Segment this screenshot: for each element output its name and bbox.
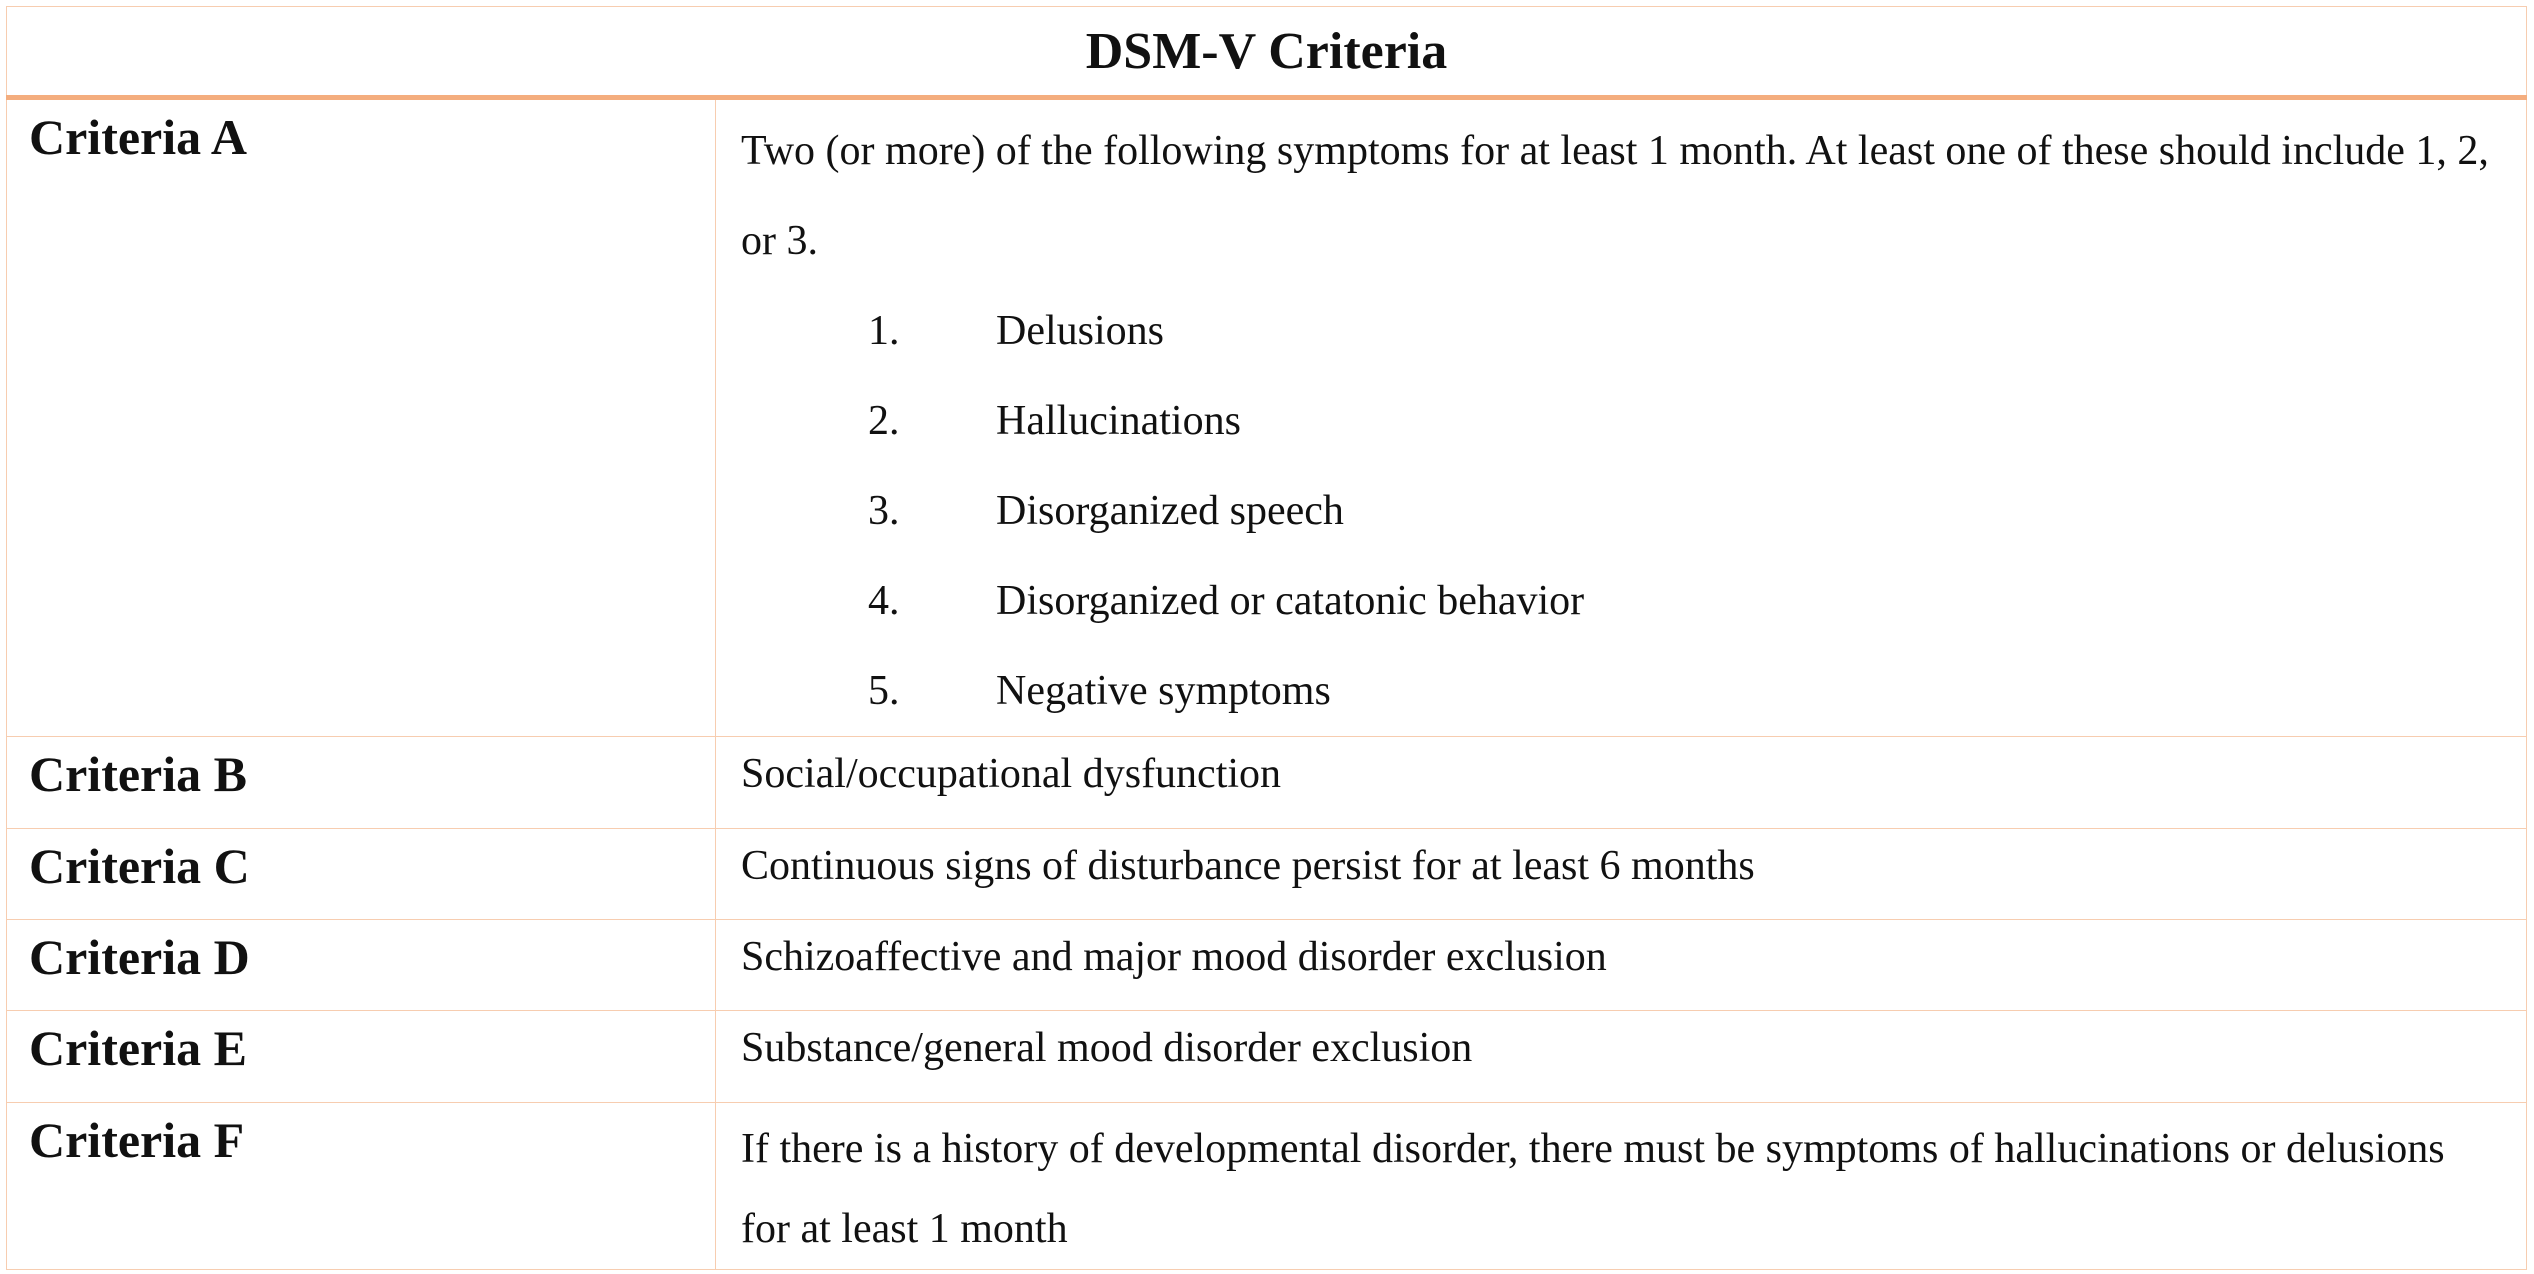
table-row [7,920,2527,1011]
table-row [7,737,2527,829]
table-row [7,1011,2527,1103]
list-item [741,646,2502,736]
list-item [741,556,2502,646]
criteria-label: Criteria F [7,1103,716,1270]
dsm-criteria-table [6,6,2527,1270]
criteria-description: Social/occupational dysfunction [716,737,2527,829]
list-item-text: Hallucinations [996,398,1241,444]
list-item-text: Delusions [996,308,1164,354]
list-item-text: Disorganized or catatonic behavior [996,578,1585,624]
criteria-description [716,98,2527,737]
table-row [7,829,2527,920]
list-item-number: 4. [868,578,900,624]
list-item [741,376,2502,466]
list-item-number: 2. [868,398,900,444]
criteria-label: Criteria A [7,98,716,737]
criteria-a-text: Two (or more) of the following symptoms for at least 1 month. At least one of these should include 1, 2, or 3. [741,128,2489,264]
list-item-text: Negative symptoms [996,668,1331,714]
criteria-description: Substance/general mood disorder exclusion [716,1011,2527,1103]
criteria-label: Criteria E [7,1011,716,1103]
list-item-number: 3. [868,488,900,534]
table-header-row [7,7,2527,98]
table-row [7,98,2527,737]
symptom-list [741,286,2502,736]
list-item [741,286,2502,376]
criteria-description: Continuous signs of disturbance persist for at least 6 months [716,829,2527,920]
table-row [7,1103,2527,1270]
criteria-description: If there is a history of developmental disorder, there must be symptoms of hallucinations or delusions for at least 1 month [716,1103,2527,1270]
table-title: DSM-V Criteria [7,7,2527,98]
list-item-number: 5. [868,668,900,714]
criteria-label: Criteria D [7,920,716,1011]
list-item-number: 1. [868,308,900,354]
list-item [741,466,2502,556]
list-item-text: Disorganized speech [996,488,1344,534]
criteria-label: Criteria B [7,737,716,829]
criteria-label: Criteria C [7,829,716,920]
criteria-description: Schizoaffective and major mood disorder exclusion [716,920,2527,1011]
